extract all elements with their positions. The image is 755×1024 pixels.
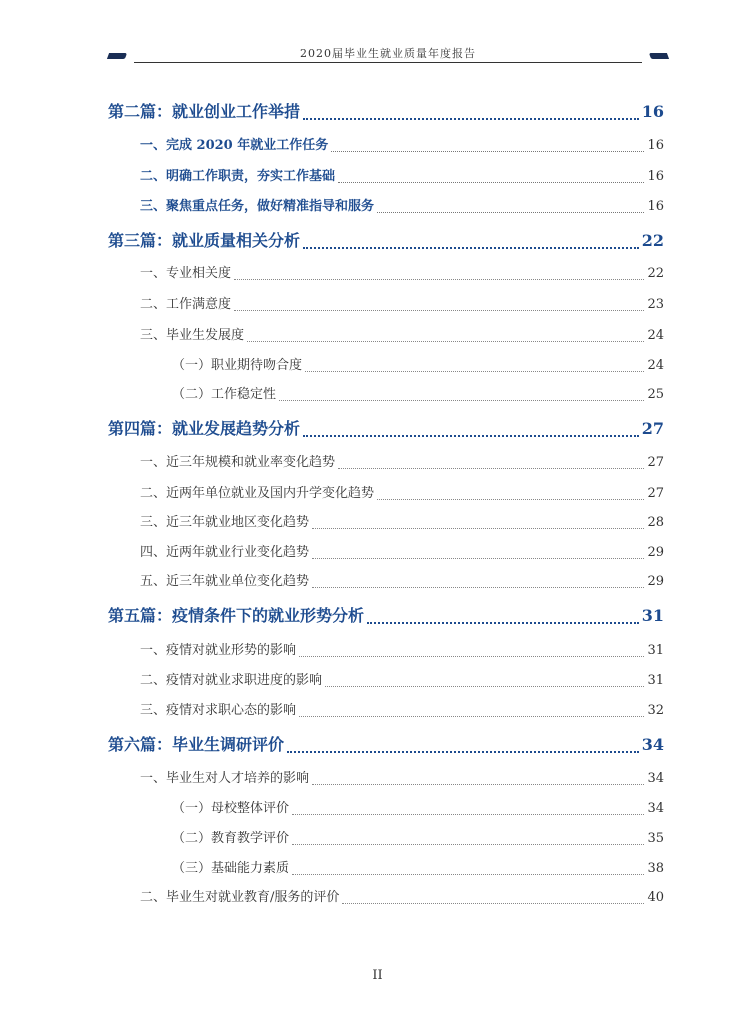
toc-entry-label: 四、近两年就业行业变化趋势 [140, 545, 310, 560]
toc-entry-page: 25 [647, 387, 664, 402]
toc-entry-label: 二、明确工作职责，夯实工作基础 [140, 169, 336, 184]
toc-leader-dots [247, 326, 644, 342]
toc-section-entry[interactable] [172, 383, 664, 401]
toc-leader-dots [312, 769, 644, 785]
toc-entry-label: 第二篇：就业创业工作举措 [108, 102, 301, 121]
toc-entry-label: 第四篇：就业发展趋势分析 [108, 419, 301, 438]
toc-entry-page: 27 [647, 486, 664, 501]
toc-entry-page: 40 [647, 890, 664, 905]
toc-entry-label: 一、疫情对就业形势的影响 [140, 643, 297, 658]
toc-entry-page: 31 [641, 606, 664, 625]
toc-section-entry[interactable] [140, 324, 664, 342]
toc-section-entry[interactable] [140, 134, 664, 152]
toc-entry-label: 一、毕业生对人才培养的影响 [140, 771, 310, 786]
toc-chapter-entry[interactable] [108, 732, 664, 754]
toc-leader-dots [303, 228, 639, 249]
toc-section-entry[interactable] [140, 262, 664, 280]
toc-entry-label: （一）母校整体评价 [172, 801, 290, 816]
toc-entry-page: 22 [647, 266, 664, 281]
toc-chapter-entry[interactable] [108, 416, 664, 438]
toc-entry-label: （二）教育教学评价 [172, 831, 290, 846]
toc-entry-label: 一、专业相关度 [140, 266, 232, 281]
toc-entry-page: 22 [641, 231, 664, 250]
toc-section-entry[interactable] [140, 669, 664, 687]
toc-leader-dots [338, 453, 644, 469]
toc-entry-page: 24 [647, 328, 664, 343]
toc-leader-dots [312, 572, 644, 588]
toc-entry-label: （三）基础能力素质 [172, 861, 290, 876]
toc-entry-page: 16 [641, 102, 664, 121]
toc-entry-page: 27 [641, 419, 664, 438]
toc-entry-page: 31 [647, 673, 664, 688]
toc-entry-page: 23 [647, 297, 664, 312]
page-number: II [372, 968, 383, 983]
toc-entry-page: 32 [647, 703, 664, 718]
toc-entry-page: 34 [647, 771, 664, 786]
toc-leader-dots [303, 416, 639, 437]
toc-chapter-entry[interactable] [108, 603, 664, 625]
toc-entry-page: 28 [647, 515, 664, 530]
header-right-mark [649, 53, 669, 59]
toc-leader-dots [367, 603, 639, 624]
toc-leader-dots [377, 197, 644, 213]
header-rule [134, 62, 642, 63]
toc-chapter-entry[interactable] [108, 99, 664, 121]
toc-section-entry[interactable] [140, 767, 664, 785]
toc-section-entry[interactable] [140, 482, 664, 500]
toc-section-entry[interactable] [140, 699, 664, 717]
toc-leader-dots [303, 99, 639, 120]
toc-leader-dots [292, 829, 644, 845]
toc-entry-page: 34 [641, 735, 664, 754]
toc-entry-page: 35 [647, 831, 664, 846]
toc-leader-dots [299, 641, 644, 657]
toc-entry-page: 16 [647, 199, 664, 214]
toc-leader-dots [312, 513, 644, 529]
toc-leader-dots [312, 543, 644, 559]
toc-entry-label: （二）工作稳定性 [172, 387, 277, 402]
toc-entry-label: （一）职业期待吻合度 [172, 358, 303, 373]
toc-entry-label: 二、工作满意度 [140, 297, 232, 312]
header-title: 2020届毕业生就业质量年度报告 [300, 47, 476, 60]
toc-entry-page: 16 [647, 138, 664, 153]
toc-section-entry[interactable] [140, 165, 664, 183]
toc-entry-label: 三、疫情对求职心态的影响 [140, 703, 297, 718]
toc-section-entry[interactable] [140, 639, 664, 657]
toc-entry-label: 第三篇：就业质量相关分析 [108, 231, 301, 250]
toc-entry-label: 二、疫情对就业求职进度的影响 [140, 673, 323, 688]
toc-entry-page: 34 [647, 801, 664, 816]
toc-entry-label: 第六篇：毕业生调研评价 [108, 735, 285, 754]
toc-section-entry[interactable] [172, 857, 664, 875]
toc-leader-dots [234, 264, 644, 280]
toc-section-entry[interactable] [140, 451, 664, 469]
toc-leader-dots [331, 136, 644, 152]
page-header [108, 40, 668, 70]
toc-section-entry[interactable] [140, 886, 664, 904]
toc-leader-dots [342, 888, 644, 904]
toc-entry-label: 三、毕业生发展度 [140, 328, 245, 343]
toc-entry-label: 一、近三年规模和就业率变化趋势 [140, 455, 336, 470]
toc-entry-label: 五、近三年就业单位变化趋势 [140, 574, 310, 589]
toc-section-entry[interactable] [140, 293, 664, 311]
toc-entry-page: 16 [647, 169, 664, 184]
toc-leader-dots [377, 484, 644, 500]
toc-section-entry[interactable] [140, 195, 664, 213]
toc-entry-page: 31 [647, 643, 664, 658]
toc-entry-label: 三、近三年就业地区变化趋势 [140, 515, 310, 530]
toc-entry-page: 27 [647, 455, 664, 470]
toc-leader-dots [287, 732, 639, 753]
toc-entry-page: 24 [647, 358, 664, 373]
toc-leader-dots [325, 671, 644, 687]
toc-leader-dots [338, 167, 644, 183]
toc-section-entry[interactable] [172, 797, 664, 815]
toc-leader-dots [234, 295, 644, 311]
toc-entry-label: 三、聚焦重点任务，做好精准指导和服务 [140, 199, 375, 214]
toc-leader-dots [305, 356, 644, 372]
toc-leader-dots [292, 859, 644, 875]
toc-entry-page: 29 [647, 574, 664, 589]
toc-entry-page: 29 [647, 545, 664, 560]
toc-section-entry[interactable] [140, 541, 664, 559]
toc-leader-dots [292, 799, 644, 815]
toc-entry-label: 二、毕业生对就业教育/服务的评价 [140, 890, 340, 905]
toc-leader-dots [279, 385, 644, 401]
toc-entry-label: 二、近两年单位就业及国内升学变化趋势 [140, 486, 375, 501]
toc-chapter-entry[interactable] [108, 228, 664, 250]
toc-section-entry[interactable] [140, 570, 664, 588]
toc-section-entry[interactable] [172, 827, 664, 845]
toc-entry-page: 38 [647, 861, 664, 876]
toc-section-entry[interactable] [172, 354, 664, 372]
toc-entry-label: 第五篇：疫情条件下的就业形势分析 [108, 606, 365, 625]
toc-leader-dots [299, 701, 644, 717]
toc-entry-label: 一、完成 2020 年就业工作任务 [140, 138, 329, 153]
toc-section-entry[interactable] [140, 511, 664, 529]
